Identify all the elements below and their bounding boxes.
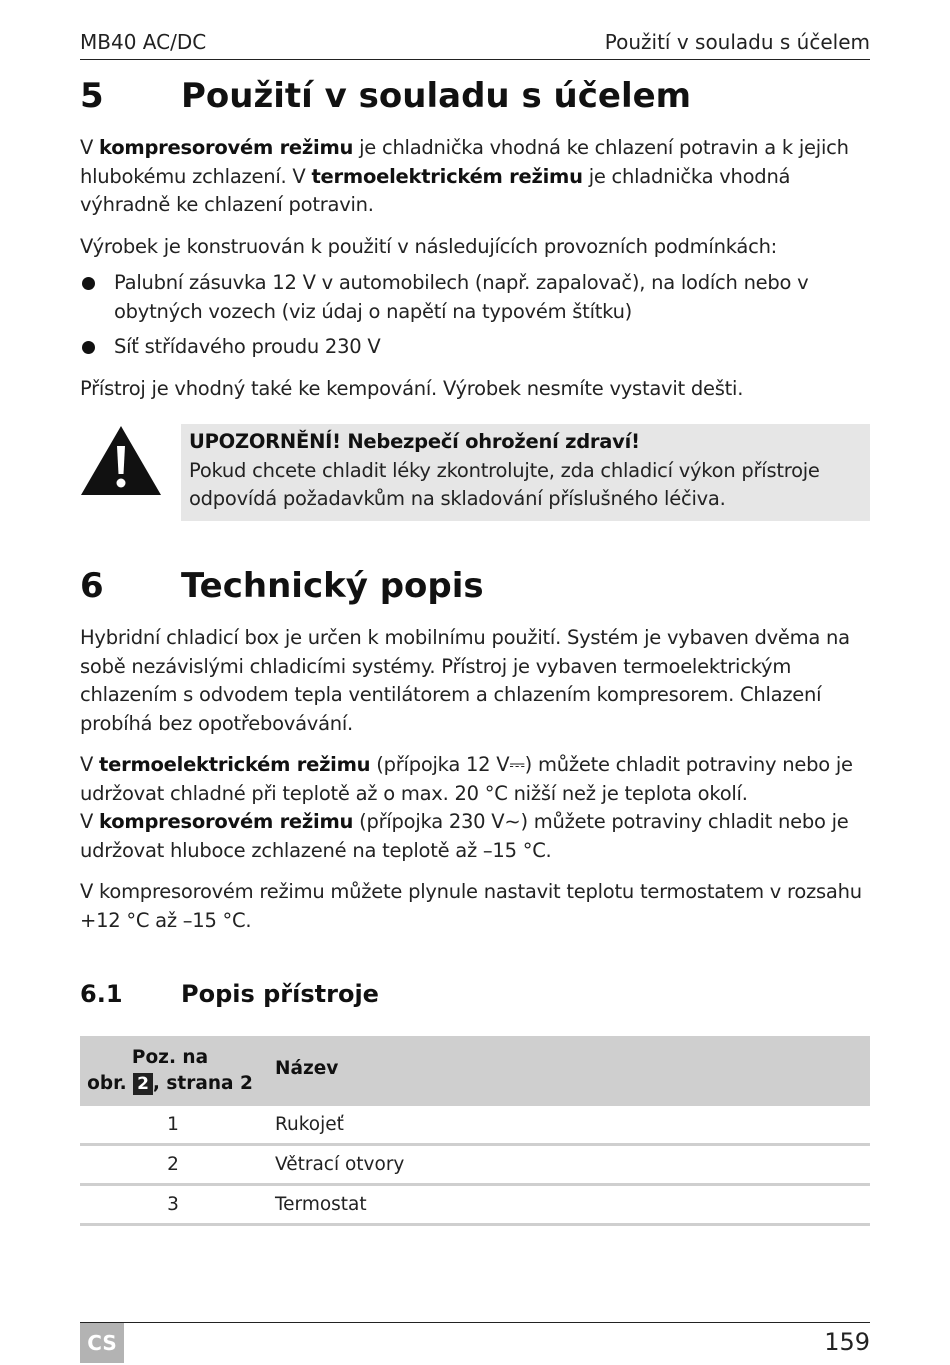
section-title: Popis přístroje — [181, 980, 379, 1008]
warning-title: UPOZORNĚNÍ! Nebezpečí ohrožení zdraví! — [189, 430, 640, 453]
section-6-paragraph-3: V kompresorovém režimu můžete plynule nastavit teplotu termostatem v rozsahu +12 °C až –15 °C. — [80, 880, 862, 932]
section-title: Použití v souladu s účelem — [181, 76, 692, 116]
section-number: 6.1 — [80, 980, 123, 1008]
bullet-icon — [82, 341, 95, 354]
cell-position: 1 — [167, 1114, 179, 1135]
section-number: 5 — [80, 76, 104, 116]
warning-text: Pokud chcete chladit léky zkontrolujte, zda chladicí výkon přístroje odpovídá požadavkům na skladování příslušného léčiva. — [189, 458, 820, 510]
section-6-paragraph-2: V termoelektrickém režimu (přípojka 12 V⎓) můžete chladit potraviny nebo je udržovat chladné při teplotě až o max. 20 °C nižší než je teplota okolí. V kompresorovém režimu (přípojka 230 V∼) můžete potraviny chladit nebo je udržovat hluboce zchlazené na teplotě až –15 °C. — [80, 753, 853, 862]
figure-badge: 2 — [133, 1073, 153, 1095]
cell-name: Rukojeť — [275, 1114, 344, 1135]
section-5-paragraph-2: Výrobek je konstruován k použití v následujících provozních podmínkách: — [80, 235, 777, 258]
cell-position: 3 — [167, 1194, 179, 1215]
footer-divider — [80, 1322, 870, 1323]
warning-triangle-icon — [80, 424, 162, 496]
cell-name: Termostat — [275, 1194, 367, 1215]
table-row — [80, 1186, 870, 1226]
section-number: 6 — [80, 566, 104, 606]
table-header — [80, 1036, 870, 1106]
table-row — [80, 1106, 870, 1146]
section-5-paragraph-1: V kompresorovém režimu je chladnička vhodná ke chlazení potravin a k jejich hlubokému zchlazení. V termoelektrickém režimu je chladnička vhodná výhradně ke chlazení potravin. — [80, 136, 849, 216]
column-header-position: Poz. na obr. 2 , strana 2 — [87, 1047, 253, 1094]
parts-table — [80, 1036, 870, 1226]
page-header — [80, 28, 870, 60]
bullet-icon — [82, 277, 95, 290]
header-model: MB40 AC/DC — [80, 30, 207, 54]
page-number: 159 — [824, 1328, 870, 1356]
section-title: Technický popis — [181, 566, 484, 606]
section-6-paragraph-1: Hybridní chladicí box je určen k mobilnímu použití. Systém je vybaven dvěma na sobě nezávislými chladicími systémy. Přístroj je vybaven termoelektrickým chlazením s odvodem tepla ventilátorem a chlazením kompresorem. Chlazení probíhá bez opotřebovávání. — [80, 626, 850, 735]
warning-box — [181, 424, 870, 521]
table-row — [80, 1146, 870, 1186]
cell-name: Větrací otvory — [275, 1154, 405, 1175]
column-header-name: Název — [275, 1058, 339, 1079]
section-5-paragraph-3: Přístroj je vhodný také ke kempování. Výrobek nesmíte vystavit dešti. — [80, 377, 744, 400]
cell-position: 2 — [167, 1154, 179, 1175]
header-section: Použití v souladu s účelem — [604, 30, 870, 54]
language-badge: CS — [80, 1323, 124, 1363]
